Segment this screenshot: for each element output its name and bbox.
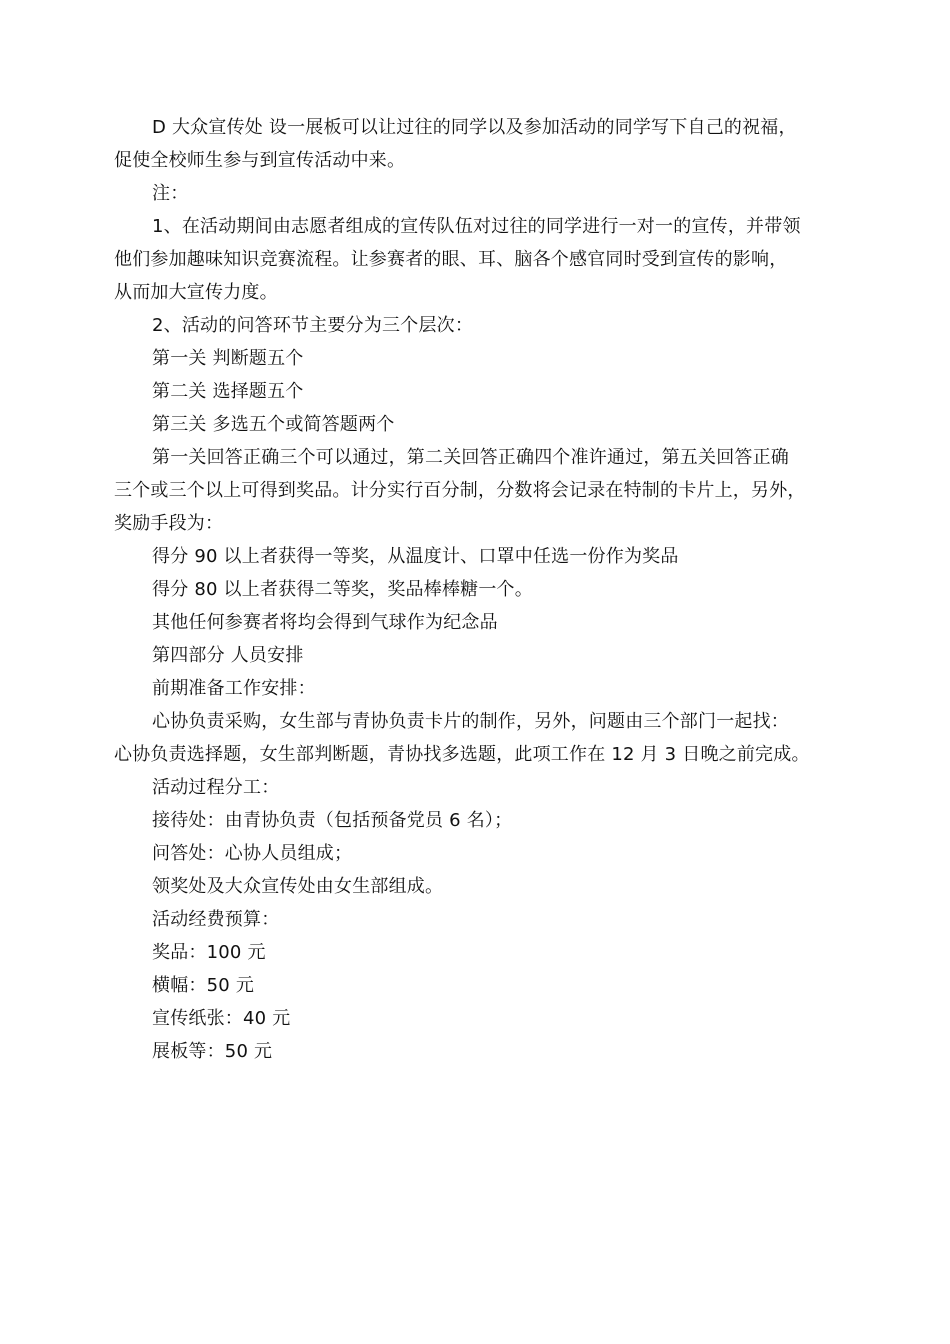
text-line: D 大众宣传处 设一展板可以让过往的同学以及参加活动的同学写下自己的祝福， bbox=[152, 117, 797, 138]
text-line: 活动过程分工： bbox=[152, 777, 280, 798]
text-line: 横幅：50 元 bbox=[152, 975, 255, 996]
budget-item-banner bbox=[114, 969, 838, 1002]
paragraph-qa-desk bbox=[114, 837, 838, 870]
text-line: 得分 90 以上者获得一等奖，从温度计、口罩中任选一份作为奖品 bbox=[152, 546, 679, 567]
text-line: 2、活动的问答环节主要分为三个层次： bbox=[152, 315, 474, 336]
budget-item-prizes bbox=[114, 936, 838, 969]
document-body bbox=[114, 111, 838, 1068]
paragraph-reception bbox=[114, 804, 838, 837]
text-line: 第四部分 人员安排 bbox=[152, 645, 304, 666]
text-line: 心协负责选择题，女生部判断题，青协找多选题，此项工作在 12 月 3 日晚之前完成。 bbox=[114, 744, 810, 765]
paragraph-prep-details bbox=[114, 705, 838, 771]
text-line: 1、在活动期间由志愿者组成的宣传队伍对过往的同学进行一对一的宣传，并带领 bbox=[152, 216, 801, 237]
text-line: 第一关 判断题五个 bbox=[152, 348, 304, 369]
paragraph-level-2 bbox=[114, 375, 838, 408]
text-line: 问答处：心协人员组成； bbox=[152, 843, 353, 864]
paragraph-souvenir bbox=[114, 606, 838, 639]
text-line: 第一关回答正确三个可以通过，第二关回答正确四个准许通过，第五关回答正确 bbox=[152, 447, 789, 468]
text-line: 注： bbox=[152, 183, 189, 204]
text-line: 活动经费预算： bbox=[152, 909, 280, 930]
text-line: 前期准备工作安排： bbox=[152, 678, 316, 699]
paragraph-note-2 bbox=[114, 309, 838, 342]
text-line: 第二关 选择题五个 bbox=[152, 381, 304, 402]
section-heading-staffing bbox=[114, 639, 838, 672]
budget-item-paper bbox=[114, 1002, 838, 1035]
text-line: 从而加大宣传力度。 bbox=[114, 282, 278, 303]
paragraph-level-1 bbox=[114, 342, 838, 375]
paragraph-first-prize bbox=[114, 540, 838, 573]
text-line: 三个或三个以上可得到奖品。计分实行百分制，分数将会记录在特制的卡片上，另外， bbox=[114, 480, 806, 501]
text-line: 奖励手段为： bbox=[114, 513, 224, 534]
text-line: 宣传纸张：40 元 bbox=[152, 1008, 291, 1029]
text-line: 得分 80 以上者获得二等奖，奖品棒棒糖一个。 bbox=[152, 579, 533, 600]
paragraph-budget-heading bbox=[114, 903, 838, 936]
paragraph-second-prize bbox=[114, 573, 838, 606]
text-line: 奖品：100 元 bbox=[152, 942, 266, 963]
paragraph-display-board bbox=[114, 111, 838, 177]
text-line: 促使全校师生参与到宣传活动中来。 bbox=[114, 150, 406, 171]
paragraph-prize-desk bbox=[114, 870, 838, 903]
paragraph-level-3 bbox=[114, 408, 838, 441]
text-line: 其他任何参赛者将均会得到气球作为纪念品 bbox=[152, 612, 498, 633]
paragraph-division-heading bbox=[114, 771, 838, 804]
paragraph-note-heading bbox=[114, 177, 838, 210]
text-line: 他们参加趣味知识竞赛流程。让参赛者的眼、耳、脑各个感官同时受到宣传的影响， bbox=[114, 249, 788, 270]
paragraph-pass-rules bbox=[114, 441, 838, 540]
text-line: 展板等：50 元 bbox=[152, 1041, 273, 1062]
text-line: 接待处：由青协负责（包括预备党员 6 名）； bbox=[152, 810, 513, 831]
text-line: 领奖处及大众宣传处由女生部组成。 bbox=[152, 876, 444, 897]
paragraph-prep-heading bbox=[114, 672, 838, 705]
text-line: 心协负责采购，女生部与青协负责卡片的制作，另外，问题由三个部门一起找： bbox=[152, 711, 789, 732]
text-line: 第三关 多选五个或简答题两个 bbox=[152, 414, 395, 435]
paragraph-note-1 bbox=[114, 210, 838, 309]
budget-item-display-board bbox=[114, 1035, 838, 1068]
